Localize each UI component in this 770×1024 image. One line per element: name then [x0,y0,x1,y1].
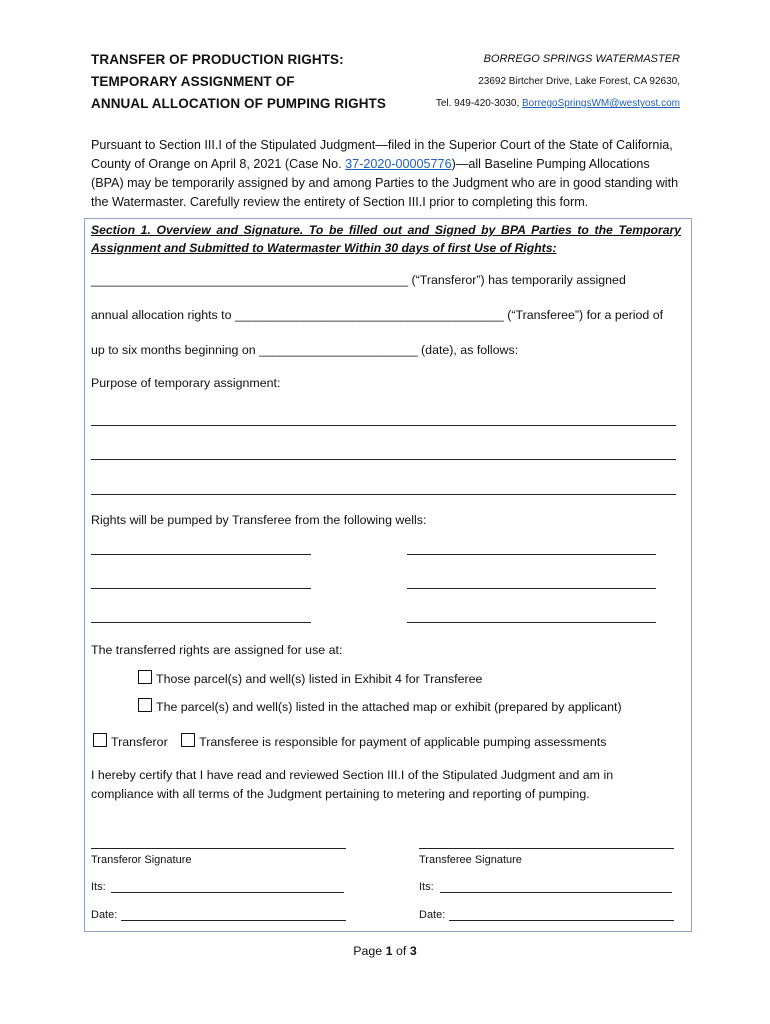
transferee-its-label: Its: [419,881,434,893]
option-attached-map[interactable] [138,698,622,714]
transferor-label: (“Transferor”) has temporarily assigned [411,273,626,287]
email-link[interactable]: BorregoSpringsWM@westyost.com [522,98,680,109]
payer-transferor-label: Transferor [111,735,168,749]
allocation-suffix: (“Transferee”) for a period of [507,308,664,322]
transferor-date-field[interactable] [121,920,346,921]
transferee-signature-field[interactable] [419,848,674,849]
period-statement [91,343,518,357]
page-total: 3 [409,944,417,958]
organization-contact [436,98,680,109]
case-number-link[interactable]: 37-2020-00005776 [345,157,452,171]
payer-suffix: is responsible for payment of applicable pumping assessments [262,735,607,749]
well-field-1[interactable] [91,554,311,555]
page-prefix: Page [353,944,383,958]
organization-address: 23692 Birtcher Drive, Lake Forest, CA 92630, [478,76,680,87]
transferor-name-field[interactable]: ______________________________________________ [91,273,408,287]
well-field-4[interactable] [407,588,656,589]
page-current: 1 [385,944,393,958]
transferor-signature-field[interactable] [91,848,346,849]
form-title-line2: TEMPORARY ASSIGNMENT OF [91,74,295,89]
payer-transferee-label: Transferee [199,735,259,749]
option-attached-map-label: The parcel(s) and well(s) listed in the attached map or exhibit (prepared by applicant) [156,700,622,714]
transferor-date-label: Date: [91,909,118,921]
transferor-its-label: Its: [91,881,106,893]
intro-paragraph [91,136,683,212]
section1-heading: Section 1. Overview and Signature. To be filled out and Signed by BPA Parties to the Temporary Assignment and Submitted to Watermaster Within 30 days of first Use of Rights: [91,223,681,255]
wells-label: Rights will be pumped by Transferee from the following wells: [91,513,427,527]
option-exhibit4[interactable] [138,670,482,686]
transferor-its-field[interactable] [111,892,344,893]
allocation-prefix: annual allocation rights to [91,308,232,322]
telephone: Tel. 949-420-3030, [435,98,520,109]
well-field-5[interactable] [91,622,311,623]
well-field-2[interactable] [407,554,656,555]
page-of: of [396,944,407,958]
intro-text-start: Pursuant to Section III.I of the Stipulated Judgment—filed in the Superior Court of the State of California, County of Orange on April 8, 2021 (Case No. [91,138,673,171]
transferee-date-field[interactable] [449,920,674,921]
intro-text-end: )—all Baseline Pumping Allocations (BPA) may be temporarily assigned by and among Parties to the Judgment who are in good standing with the Watermaster. Carefully review the entirety of Section III.I prior to completing this form. [91,157,679,209]
form-title-line3: ANNUAL ALLOCATION OF PUMPING RIGHTS [91,96,386,111]
checkbox-attached-map[interactable] [138,698,152,712]
option-exhibit4-label: Those parcel(s) and well(s) listed in Exhibit 4 for Transferee [156,672,483,686]
well-field-3[interactable] [91,588,311,589]
purpose-field-line-1[interactable] [91,425,676,426]
transferee-date-label: Date: [419,909,446,921]
purpose-label: Purpose of temporary assignment: [91,376,281,390]
transferee-its-field[interactable] [440,892,672,893]
period-suffix: (date), as follows: [421,343,519,357]
transferor-signature-label: Transferor Signature [91,854,192,866]
organization-name: BORREGO SPRINGS WATERMASTER [483,53,680,65]
page-number [0,944,770,958]
checkbox-transferee-pays[interactable] [181,733,195,747]
checkbox-transferor-pays[interactable] [93,733,107,747]
period-prefix: up to six months beginning on [91,343,256,357]
transferee-signature-label: Transferee Signature [419,854,522,866]
form-title-line1: TRANSFER OF PRODUCTION RIGHTS: [91,52,344,67]
payer-statement [93,733,606,749]
allocation-statement [91,308,663,322]
use-label: The transferred rights are assigned for use at: [91,643,343,657]
start-date-field[interactable]: _______________________ [259,343,418,357]
checkbox-exhibit4[interactable] [138,670,152,684]
purpose-field-line-3[interactable] [91,494,676,495]
well-field-6[interactable] [407,622,656,623]
transferee-name-field[interactable]: _______________________________________ [234,308,504,322]
certification-text: I hereby certify that I have read and reviewed Section III.I of the Stipulated Judgment and am in compliance with all terms of the Judgment pertaining to metering and reporting of pumping. [91,768,614,801]
section1-box [84,218,692,932]
transferor-statement [91,273,626,287]
purpose-field-line-2[interactable] [91,459,676,460]
